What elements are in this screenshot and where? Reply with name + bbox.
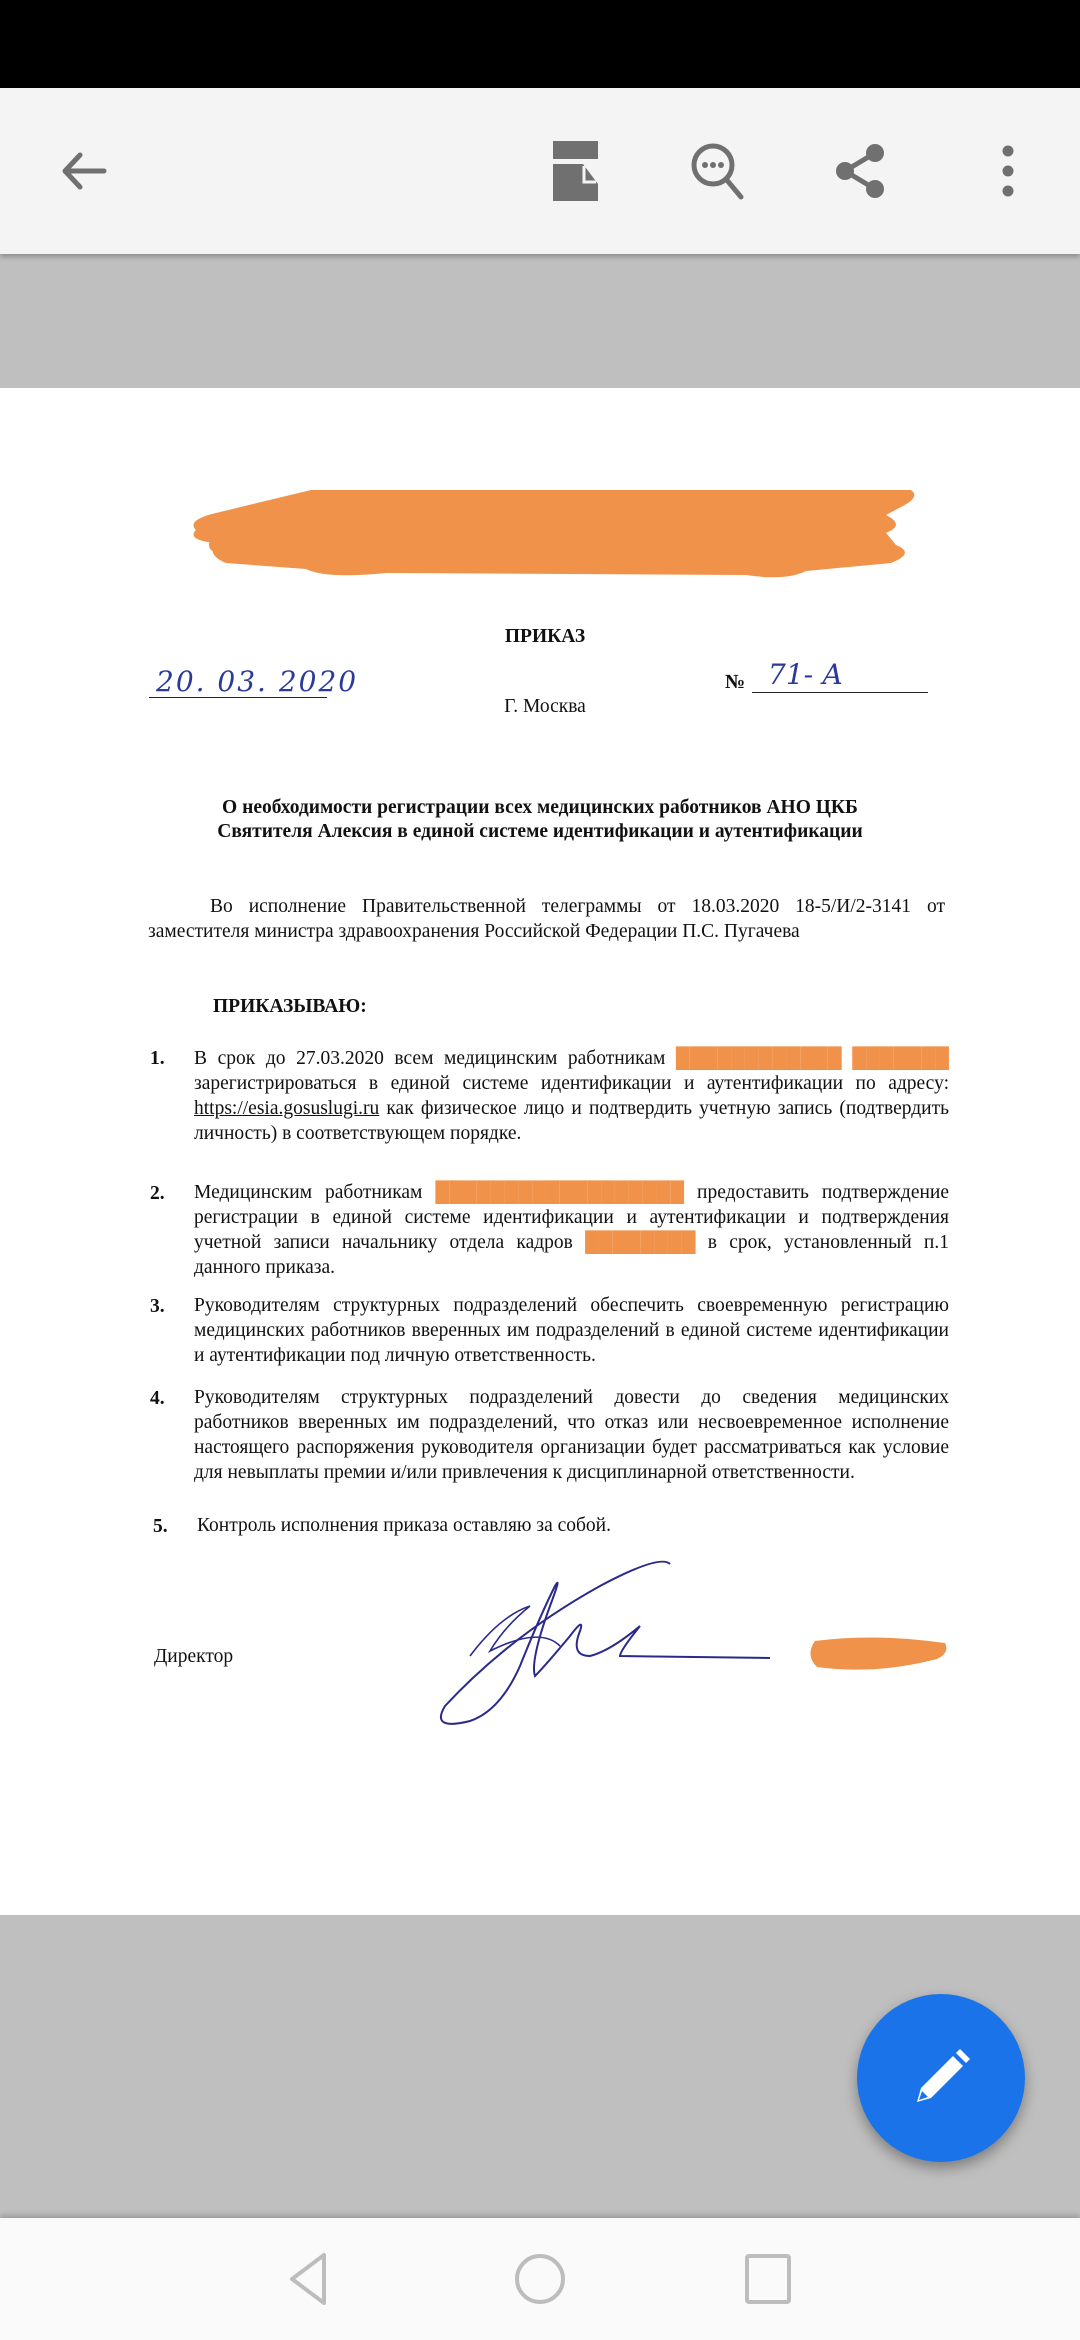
order-item-1	[194, 1046, 949, 1146]
redaction-mark: ██████████████████	[435, 1182, 685, 1203]
view-mode-button[interactable]	[546, 141, 606, 201]
nav-home-button[interactable]	[505, 2244, 575, 2314]
redacted-header	[186, 485, 916, 585]
document-title-line-1: О необходимости регистрации всех медицинских работников АНО ЦКБ	[222, 797, 858, 818]
page-layout-icon	[551, 141, 601, 201]
edit-fab-button[interactable]	[857, 1994, 1025, 2162]
item-number: 3.	[150, 1296, 165, 1317]
more-vert-icon	[998, 141, 1018, 201]
city: Г. Москва	[504, 696, 586, 717]
item-number: 2.	[150, 1183, 165, 1204]
share-icon	[831, 141, 891, 201]
order-item-4: Руководителям структурных подразделений довести до сведения медицинских работников вверенных им подразделений, что отказ или несвоевременное исполнение настоящего распоряжения руководителя организации будет рассматриваться как условие для невыплаты премии и/или привлечения к дисциплинарной ответственности.	[194, 1387, 949, 1483]
order-item-2: Медицинским работникам ██████████████████ предоставить подтверждение регистрации в единой системе идентификации и аутентификации и подтверждения учетной записи начальнику отдела кадров ████████ в срок, установленный п.1 данного приказа.	[194, 1182, 950, 1278]
status-bar	[0, 0, 1080, 88]
nav-recents-icon	[743, 2251, 793, 2307]
redaction-mark: ███████	[852, 1048, 949, 1069]
order-date: 20. 03. 2020	[156, 665, 359, 698]
item-text: В срок до 27.03.2020 всем медицинским работникам ████████████ ███████ зарегистрироваться в единой системе идентификации и аутентификации по адресу:	[194, 1048, 949, 1094]
top-app-bar	[0, 88, 1080, 254]
redaction-mark	[805, 1635, 950, 1675]
back-button[interactable]	[54, 141, 114, 201]
search-more-icon	[689, 141, 749, 201]
nav-home-icon	[512, 2251, 568, 2307]
order-heading: ПРИКАЗ	[504, 626, 586, 647]
signature	[430, 1556, 800, 1726]
pencil-icon	[909, 2046, 973, 2110]
nav-back-button[interactable]	[274, 2244, 344, 2314]
order-item-3: Руководителям структурных подразделений обеспечить своевременную регистрацию медицинских работников вверенных им подразделений в единой системе идентификации и аутентификации под личную ответственность.	[194, 1295, 949, 1366]
document-page[interactable]	[0, 388, 1080, 1915]
find-button[interactable]	[689, 141, 749, 201]
share-button[interactable]	[831, 141, 891, 201]
more-options-button[interactable]	[978, 141, 1038, 201]
order-item-5: Контроль исполнения приказа оставляю за собой.	[197, 1515, 611, 1536]
item-number: 5.	[153, 1516, 168, 1537]
item-text: как физическое лицо и подтвердить учетную запись (подтвердить личность) в соответствующем порядке.	[194, 1098, 949, 1144]
preamble: Во исполнение Правительственной телеграммы от 18.03.2020 18-5/И/2-3141 от заместителя министра здравоохранения Российской Федерации П.С. Пугачева	[148, 896, 945, 942]
nav-back-icon	[284, 2251, 334, 2307]
system-navigation-bar	[0, 2218, 1080, 2340]
redaction-mark: ████████	[585, 1232, 696, 1253]
order-number: 71- А	[768, 658, 844, 691]
viewer-background	[0, 254, 1080, 388]
signatory-title: Директор	[154, 1646, 234, 1667]
item-number: 4.	[150, 1388, 165, 1409]
nav-recents-button[interactable]	[733, 2244, 803, 2314]
arrow-left-icon	[56, 143, 112, 199]
number-label: №	[725, 671, 746, 693]
number-underline	[752, 692, 928, 693]
item-number: 1.	[150, 1048, 165, 1069]
esia-link[interactable]: https://esia.gosuslugi.ru	[194, 1098, 380, 1119]
redaction-mark: ████████████	[675, 1048, 842, 1069]
order-keyword: ПРИКАЗЫВАЮ:	[213, 996, 367, 1017]
document-title-line-2: Святителя Алексия в единой системе идентификации и аутентификации	[217, 821, 863, 842]
